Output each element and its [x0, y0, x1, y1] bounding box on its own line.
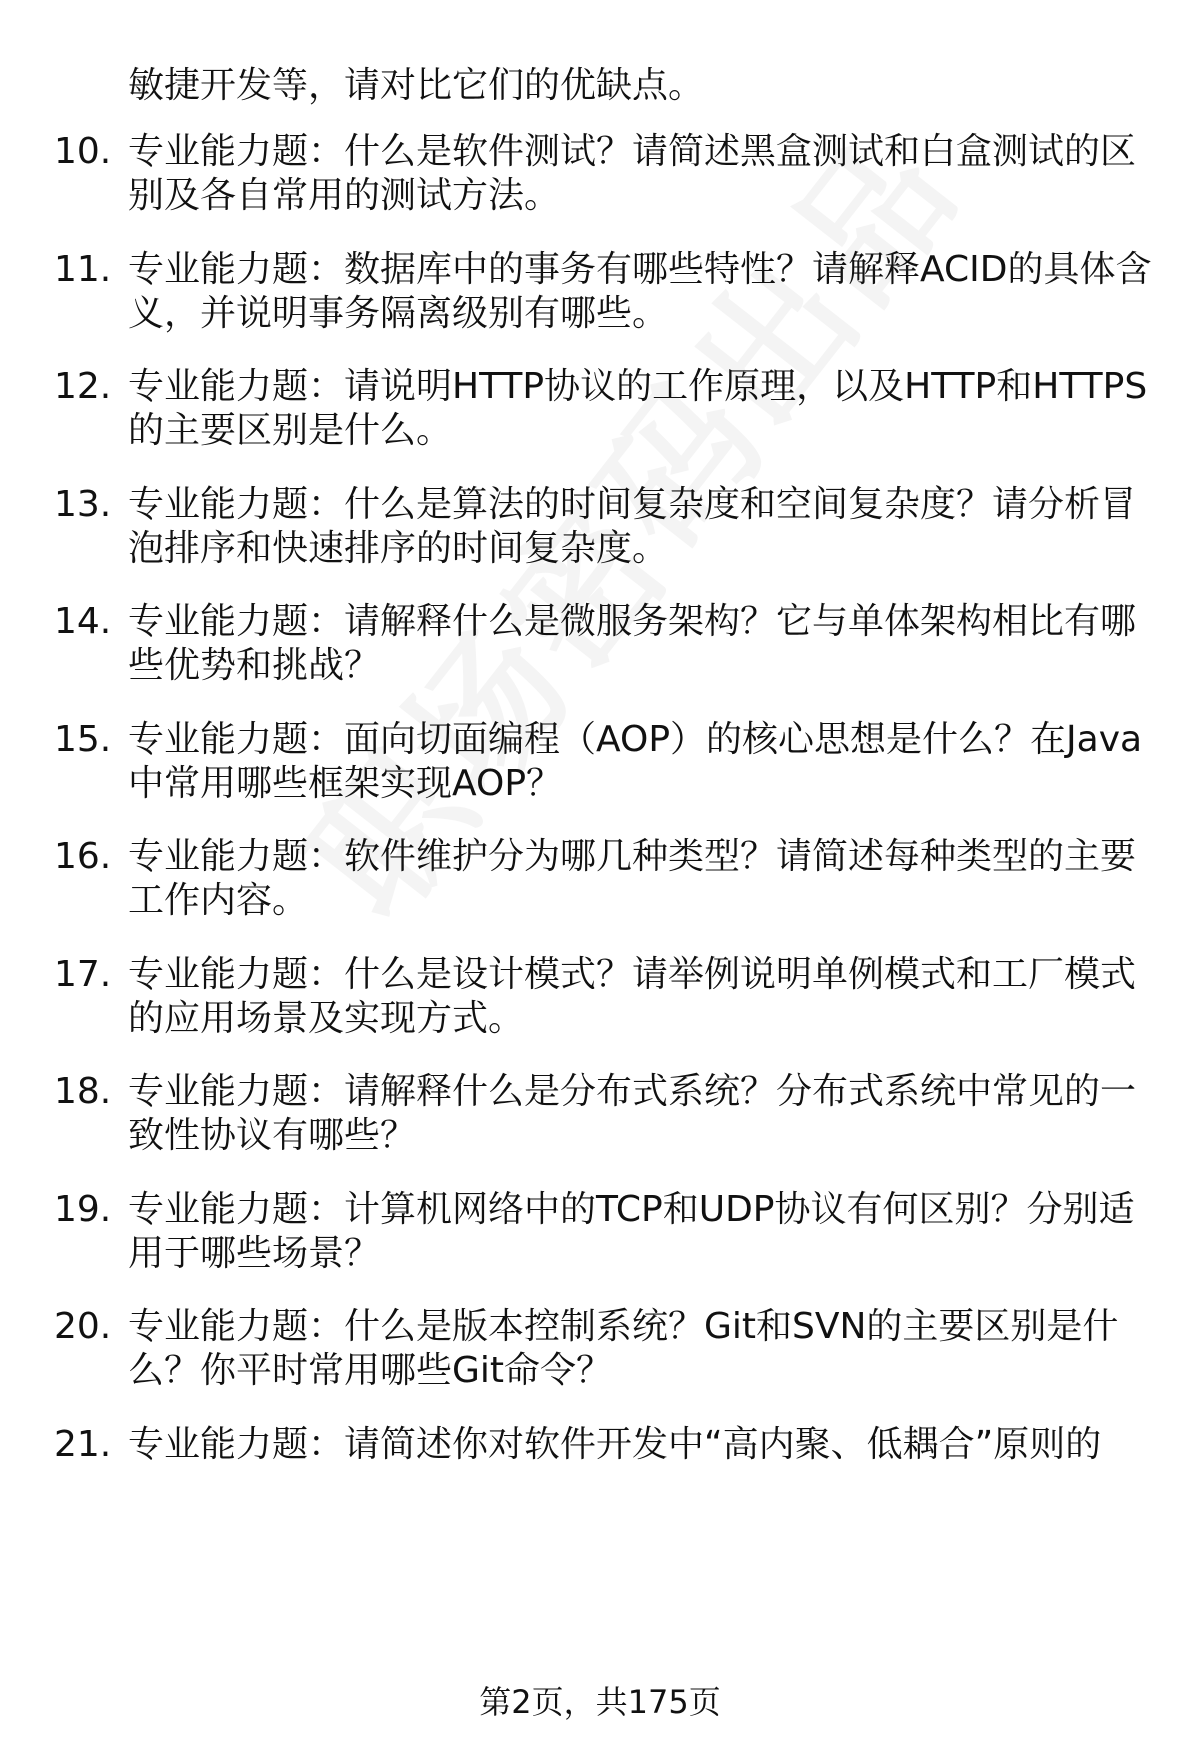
- question-number: 17.: [54, 954, 112, 995]
- question-text-line1: 专业能力题：请解释什么是微服务架构？它与单体架构相比有哪: [128, 601, 1137, 642]
- question-text-line1: 专业能力题：什么是软件测试？请简述黑盒测试和白盒测试的区: [128, 131, 1137, 172]
- question-text-line1: 专业能力题：请说明HTTP协议的工作原理，以及HTTP和HTTPS: [128, 366, 1148, 407]
- continuation-line: 敏捷开发等，请对比它们的优缺点。: [128, 65, 705, 106]
- question-text-line1: 专业能力题：什么是设计模式？请举例说明单例模式和工厂模式: [128, 954, 1137, 995]
- question-text-line2: 义，并说明事务隔离级别有哪些。: [128, 293, 669, 334]
- question-text-line1: 专业能力题：请简述你对软件开发中“高内聚、低耦合”原则的: [128, 1424, 1102, 1465]
- question-text-line1: 专业能力题：面向切面编程（AOP）的核心思想是什么？在Java: [128, 719, 1143, 760]
- question-text-line1: 专业能力题：请解释什么是分布式系统？分布式系统中常见的一: [128, 1071, 1137, 1112]
- question-text-line1: 专业能力题：计算机网络中的TCP和UDP协议有何区别？分别适: [128, 1189, 1135, 1230]
- question-number: 20.: [54, 1306, 112, 1347]
- question-text-line1: 专业能力题：软件维护分为哪几种类型？请简述每种类型的主要: [128, 836, 1137, 877]
- question-number: 11.: [54, 249, 112, 290]
- question-number: 14.: [54, 601, 112, 642]
- question-text-line1: 专业能力题：什么是算法的时间复杂度和空间复杂度？请分析冒: [128, 484, 1137, 525]
- question-text-line2: 工作内容。: [128, 880, 309, 921]
- question-text-line2: 泡排序和快速排序的时间复杂度。: [128, 528, 669, 569]
- question-number: 15.: [54, 719, 112, 760]
- page-footer: 第2页，共175页: [479, 1683, 721, 1721]
- question-text-line1: 专业能力题：什么是版本控制系统？Git和SVN的主要区别是什: [128, 1306, 1119, 1347]
- question-text-line2: 别及各自常用的测试方法。: [128, 175, 561, 216]
- question-text-line2: 致性协议有哪些？: [128, 1115, 417, 1156]
- question-text-line2: 么？你平时常用哪些Git命令？: [128, 1350, 613, 1391]
- question-number: 19.: [54, 1189, 112, 1230]
- question-text-line2: 的主要区别是什么。: [128, 410, 453, 451]
- question-text-line2: 用于哪些场景？: [128, 1233, 381, 1274]
- question-number: 10.: [54, 131, 112, 172]
- question-number: 12.: [54, 366, 112, 407]
- question-text-line2: 的应用场景及实现方式。: [128, 998, 525, 1039]
- question-number: 18.: [54, 1071, 112, 1112]
- question-text-line2: 中常用哪些框架实现AOP？: [128, 763, 563, 804]
- question-number: 16.: [54, 836, 112, 877]
- question-number: 13.: [54, 484, 112, 525]
- question-text-line1: 专业能力题：数据库中的事务有哪些特性？请解释ACID的具体含: [128, 249, 1152, 290]
- question-text-line2: 些优势和挑战？: [128, 645, 381, 686]
- question-number: 21.: [54, 1424, 112, 1465]
